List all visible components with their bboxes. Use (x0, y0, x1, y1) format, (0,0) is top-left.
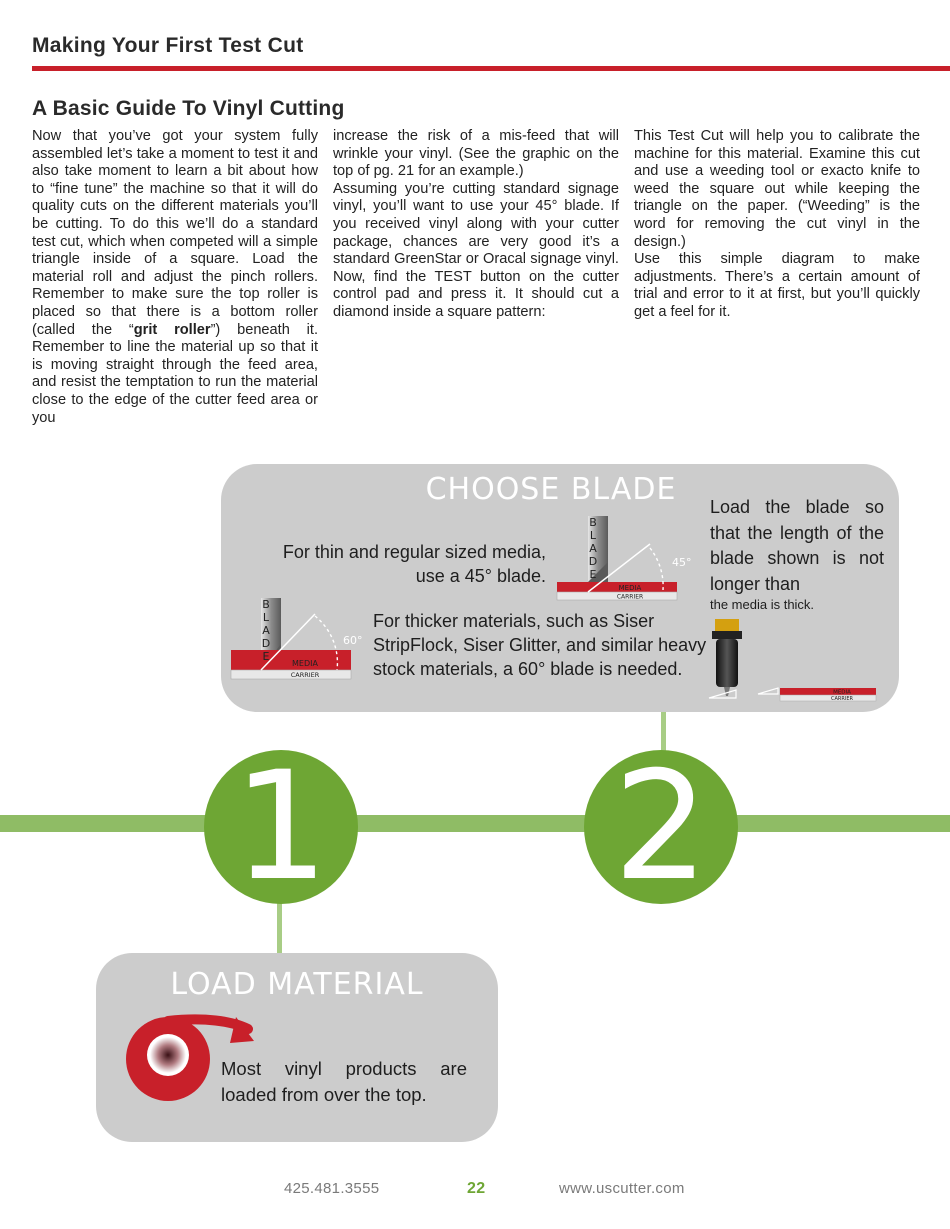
angle-label: 60° (343, 634, 363, 647)
blade-holder-diagram (706, 614, 886, 706)
header-rule (32, 66, 950, 71)
holder-cap (715, 619, 739, 631)
step-1-circle (204, 740, 358, 914)
section-title: A Basic Guide To Vinyl Cutting (32, 97, 345, 120)
body-paragraph (32, 128, 318, 427)
body-column-2 (333, 128, 619, 322)
load-material-text: Most vinyl products are loaded from over the top. (221, 1058, 467, 1105)
blade-holder-icon (716, 639, 738, 687)
blade-letter: B (589, 516, 597, 529)
blade-letter: D (261, 637, 271, 650)
blade-letter: A (262, 624, 270, 637)
blade-45-diagram (555, 514, 692, 604)
step-number: 2 (613, 740, 709, 914)
blade-letter: D (588, 555, 598, 568)
thin-media-text: For thin and regular sized media, use a 45° blade. (282, 542, 546, 586)
step-2-circle (584, 740, 738, 914)
blade-letter: A (589, 542, 597, 555)
blade-letter: E (262, 650, 270, 663)
panel-title: LOAD MATERIAL (170, 967, 424, 1002)
thick-media-text: For thicker materials, such as Siser StripFlock, Siser Glitter, and similar heavy stock materials, a 60° blade is needed. (373, 611, 707, 679)
carrier-label: CARRIER (616, 593, 644, 601)
load-blade-note: the media is thick. (710, 597, 815, 612)
media-label: MEDIA (292, 659, 318, 668)
blade-60-diagram (229, 596, 369, 684)
load-material-panel (96, 953, 498, 1142)
angle-label: 45° (672, 556, 692, 569)
roll-core (150, 1037, 186, 1073)
footer-website[interactable]: www.uscutter.com (559, 1180, 685, 1197)
body-paragraph: This Test Cut will help you to calibrate the machine for this material. Examine this cut and use a weeding tool or exacto knife to weed the square out while keeping the triangle on the paper. (“Weeding” is the word for removing the cut vinyl in the design.) (634, 128, 920, 250)
body-bold-term: grit roller (133, 321, 211, 338)
body-paragraph: increase the risk of a mis-feed that will wrinkle your vinyl. (See the graphic on the top of pg. 21 for an example.) (333, 128, 619, 180)
page-header-title: Making Your First Test Cut (32, 34, 304, 57)
media-layer (557, 582, 677, 592)
panel-title: CHOOSE BLADE (425, 472, 677, 507)
page-number: 22 (467, 1180, 486, 1197)
step-number: 1 (233, 740, 329, 914)
blade-letter: E (589, 568, 597, 581)
choose-blade-panel (221, 464, 899, 712)
angle-guide (709, 690, 736, 698)
body-column-3 (634, 128, 920, 322)
angle-guide (758, 688, 778, 694)
media-layer (231, 650, 351, 670)
holder-collar (712, 631, 742, 639)
body-paragraph: Use this simple diagram to make adjustments. There’s a certain amount of trial and error to it at first, but you’ll quickly get a feel for it. (634, 251, 920, 320)
footer-phone: 425.481.3555 (284, 1180, 380, 1197)
media-layer (780, 688, 876, 695)
carrier-layer (780, 695, 876, 701)
carrier-label: CARRIER (290, 671, 320, 679)
body-paragraph: Assuming you’re cutting standard signage vinyl, you’ll want to use your 45° blade. If you received vinyl along with your cutter package, chances are very good it’s a standard GreenStar or Oracal signage vinyl. Now, find the TEST button on the cutter control pad and press it. It should cut a diamond inside a square pattern: (333, 180, 619, 320)
carrier-label: CARRIER (831, 696, 853, 702)
body-column-1 (32, 128, 318, 427)
load-blade-text: Load the blade so that the length of the blade shown is not longer than (710, 497, 884, 594)
media-label: MEDIA (618, 584, 642, 592)
blade-letter: L (589, 529, 597, 542)
body-text: Now that you’ve got your system fully assembled let’s take a moment to test it and also take moment to learn a bit about how to “fine tune” the machine so that it will do quality cuts on the different materials you’ll be cutting. To do this we’ll do a standard test cut, which when competed will a simple triangle inside of a square. Load the material roll and adjust the pinch rollers. Remember to make sure the top roller is placed so that there is a bottom roller (called the “ (32, 128, 318, 338)
blade-letter: B (262, 598, 270, 611)
media-label: MEDIA (833, 689, 851, 696)
timeline-band (0, 815, 950, 832)
body-text: ”) beneath it. Remember to line the material up so that it is moving straight through the feed area, and resist the temptation to run the material close to the edge of the cutter feed area or you (32, 321, 318, 426)
blade-letter: L (262, 611, 270, 624)
